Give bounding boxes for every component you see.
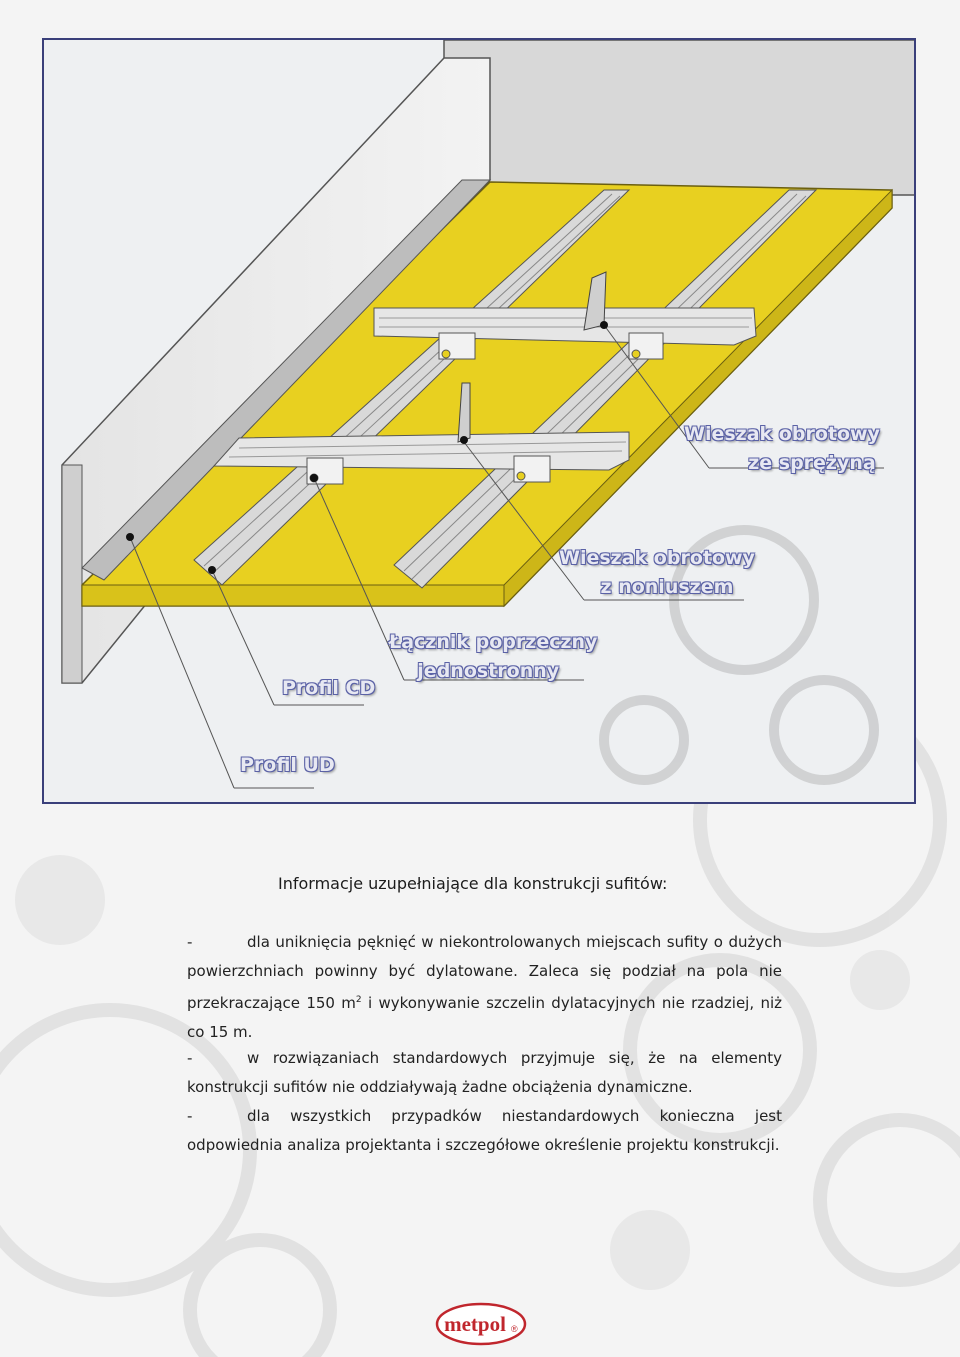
info-item-1-text: dla uniknięcia pęknięć w niekontrolowanych miejscach sufity o dużych powierzchniach powinny być dylatowane. Zaleca się podział na pola nie przekraczające 150 m (187, 933, 782, 1012)
info-item-3 (187, 1102, 782, 1160)
label-connector-line1: Łącznik poprzeczny (389, 631, 598, 653)
label-hanger-spring-line2: ze sprężyną (748, 452, 876, 474)
label-connector (389, 628, 597, 686)
label-profil-ud-text: Profil UD (240, 754, 335, 776)
info-item-3-text: dla wszystkich przypadków niestandardowych konieczna jest odpowiednia analiza projektanta i szczegółowe określenie projektu konstrukcji. (187, 1107, 782, 1154)
label-hanger-vernier (559, 544, 755, 602)
cross-profile-2 (214, 432, 629, 470)
info-title: Informacje uzupełniające dla konstrukcji sufitów: (278, 874, 668, 893)
label-profil-cd-text: Profil CD (282, 677, 376, 699)
info-item-1-text-end: i wykonywanie szczelin dylatacyjnych nie rzadziej, niż co 15 m. (187, 994, 782, 1041)
info-item-2-text: w rozwiązaniach standardowych przyjmuje się, że na elementy konstrukcji sufitów nie oddziaływają żadne obciążenia dynamiczne. (187, 1049, 782, 1096)
ceiling-slab (444, 40, 916, 195)
info-item-3-dash: - (187, 1107, 193, 1125)
info-item-2-dash: - (187, 1049, 193, 1067)
label-profil-ud (240, 751, 335, 780)
ceiling-construction-figure (42, 38, 916, 804)
label-hanger-spring-line1: Wieszak obrotowy (684, 423, 880, 445)
label-hanger-spring (684, 420, 880, 478)
label-hanger-vernier-line1: Wieszak obrotowy (559, 547, 755, 569)
label-profil-cd (282, 674, 375, 703)
logo-text: metpol (444, 1312, 506, 1336)
metpol-logo (435, 1302, 527, 1346)
label-hanger-vernier-line2: z noniuszem (600, 576, 734, 598)
info-item-1-sup: 2 (355, 995, 362, 1005)
info-item-1 (187, 928, 782, 1047)
label-connector-line2: jednostronny (417, 660, 560, 682)
info-item-1-dash: - (187, 933, 193, 951)
logo-registered-mark: ® (511, 1324, 518, 1334)
info-item-2 (187, 1044, 782, 1102)
